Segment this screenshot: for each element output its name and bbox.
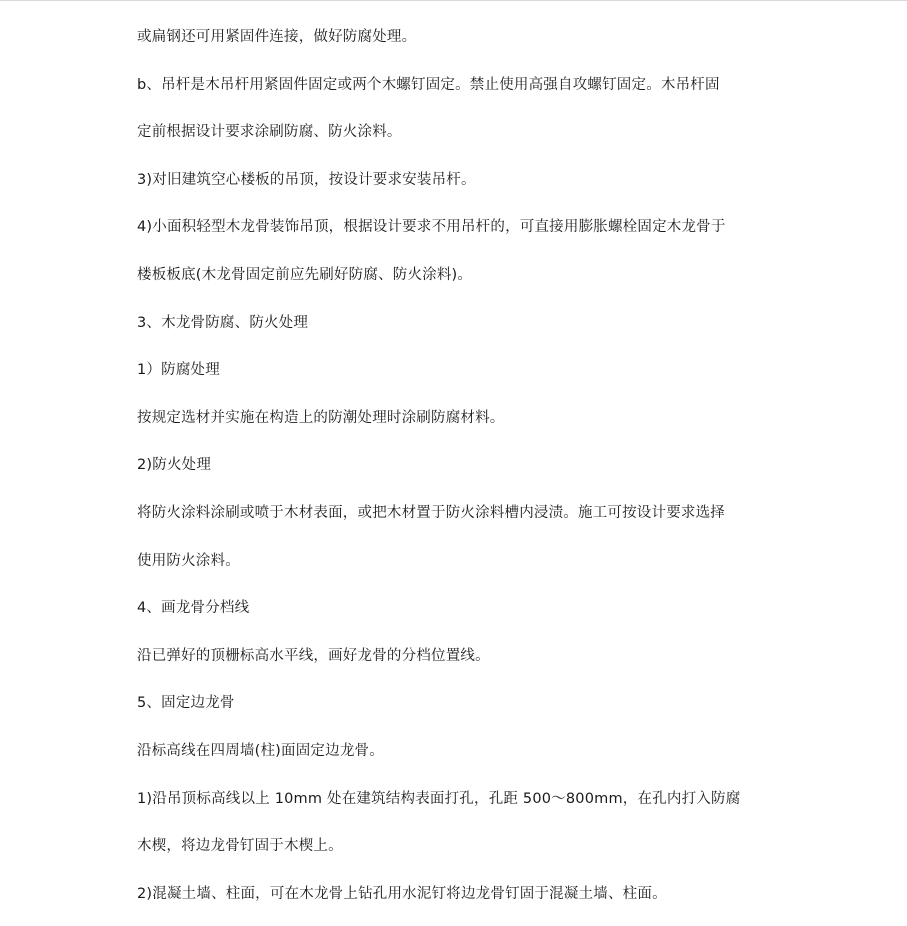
text-line: 使用防火涂料。	[137, 552, 240, 569]
text-line: 1)沿吊顶标高线以上 10mm 处在建筑结构表面打孔，孔距 500～800mm，在孔内打入防腐	[137, 790, 741, 807]
subsection-heading: 2)防火处理	[137, 457, 212, 474]
text-line: 3)对旧建筑空心楼板的吊顶，按设计要求安装吊杆。	[137, 171, 476, 188]
text-line: 沿已弹好的顶栅标高水平线，画好龙骨的分档位置线。	[137, 647, 490, 664]
text-line: 沿标高线在四周墙(柱)面固定边龙骨。	[137, 742, 384, 759]
text-line: 2)混凝土墙、柱面，可在木龙骨上钻孔用水泥钉将边龙骨钉固于混凝土墙、柱面。	[137, 885, 667, 902]
text-line: 将防火涂料涂刷或喷于木材表面，或把木材置于防火涂料槽内浸渍。施工可按设计要求选择	[137, 504, 725, 521]
text-line: 楼板板底(木龙骨固定前应先刷好防腐、防火涂料)。	[137, 266, 473, 283]
page-top-border	[0, 0, 907, 1]
text-line: 按规定选材并实施在构造上的防潮处理时涂刷防腐材料。	[137, 409, 505, 426]
subsection-heading: 1）防腐处理	[137, 362, 220, 379]
text-line: 定前根据设计要求涂刷防腐、防火涂料。	[137, 124, 402, 141]
document-body	[137, 22, 777, 926]
text-line: b、吊杆是木吊杆用紧固件固定或两个木螺钉固定。禁止使用高强自攻螺钉固定。木吊杆固	[137, 76, 720, 93]
section-heading: 5、固定边龙骨	[137, 695, 235, 712]
text-line: 木楔，将边龙骨钉固于木楔上。	[137, 838, 343, 855]
text-line: 4)小面积轻型木龙骨装饰吊顶，根据设计要求不用吊杆的，可直接用膨胀螺栓固定木龙骨于	[137, 219, 726, 236]
section-heading: 4、画龙骨分档线	[137, 600, 250, 617]
text-line: 或扁钢还可用紧固件连接，做好防腐处理。	[137, 29, 417, 45]
section-heading: 3、木龙骨防腐、防火处理	[137, 314, 309, 331]
